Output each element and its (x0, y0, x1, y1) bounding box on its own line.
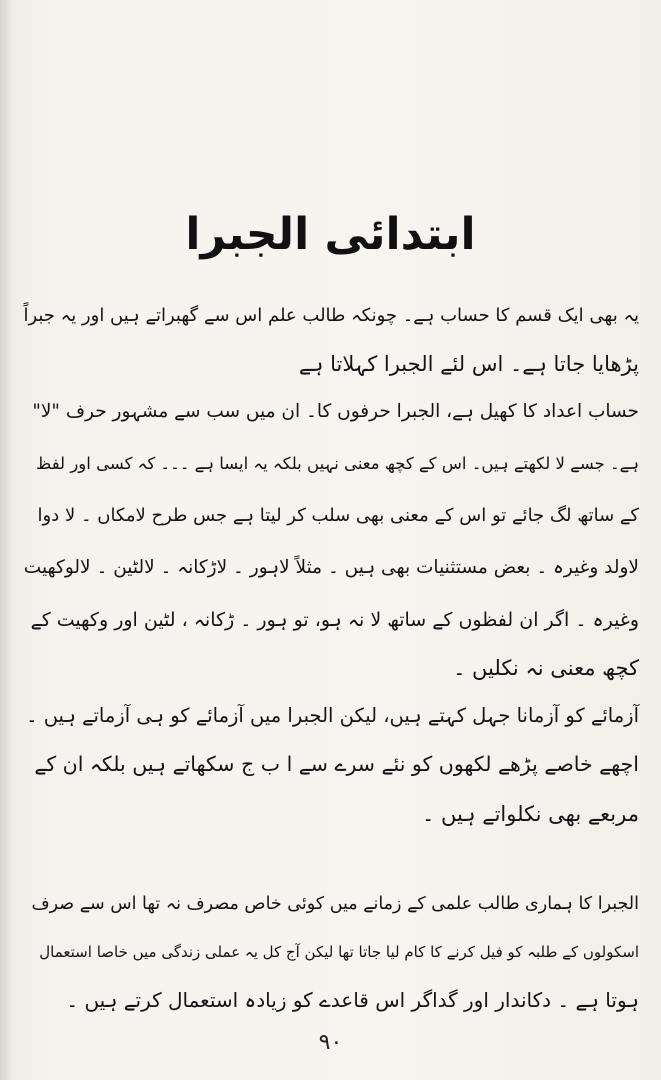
paragraph-4-line-3: ہوتا ہے ۔ دکاندار اور گداگر اس قاعدے کو زیادہ استعمال کرتے ہیں ۔ (66, 988, 639, 1012)
paragraph-2-line-1: حساب اعداد کا کھیل ہے، الجبرا حرفوں کا۔ ان میں سب سے مشہور حرف "لا" (32, 401, 639, 422)
paragraph-3-line-1: آزمائے کو آزمانا جہل کہتے ہیں، لیکن الجبرا میں آزمائے کو ہی آزماتے ہیں ۔ (26, 704, 639, 727)
paragraph-2-line-5: وغیرہ ۔ اگر ان لفظوں کے ساتھ لا نہ ہو، تو ہور ۔ ڑکانہ ، لٹین اور وکھیت کے (30, 609, 639, 631)
paragraph-4-line-2: اسکولوں کے طلبہ کو فیل کرنے کا کام لیا جاتا تھا لیکن آج کل یہ عملی زندگی میں خاصا استعمال (39, 943, 639, 961)
paragraph-4-line-1: الجبرا کا ہماری طالب علمی کے زمانے میں کوئی خاص مصرف نہ تھا اس سے صرف (31, 894, 639, 914)
page-number: ۹۰ (318, 1030, 343, 1055)
spine-shadow (0, 0, 14, 1080)
chapter-title: ابتدائی الجبرا (185, 209, 476, 260)
paragraph-2-line-6: کچھ معنی نہ نکلیں ۔ (453, 656, 639, 680)
paragraph-3-line-2: اچھے خاصے پڑھے لکھوں کو نئے سرے سے ا ب ج سکھاتے ہیں بلکہ ان کے (34, 752, 639, 776)
paragraph-1-line-2: پڑھایا جاتا ہے۔ اس لئے الجبرا کہلاتا ہے (298, 352, 639, 376)
paragraph-2-line-4: لاولد وغیرہ ۔ بعض مستثنیات بھی ہیں ۔ مثلاً لاہور ۔ لاڑکانہ ۔ لالٹین ۔ لالوکھیت (23, 557, 639, 578)
paragraph-2-line-2: ہے۔ جسے لا لکھتے ہیں۔ اس کے کچھ معنی نہیں بلکہ یہ ایسا ہے ۔۔۔ کہ کسی اور لفظ (36, 454, 639, 473)
paragraph-3-line-3: مربعے بھی نکلواتے ہیں ۔ (421, 802, 639, 826)
paragraph-1-line-1: یہ بھی ایک قسم کا حساب ہے۔ چونکہ طالب علم اس سے گھبراتے ہیں اور یہ جبراً (23, 305, 639, 326)
paragraph-2-line-3: کے ساتھ لگ جائے تو اس کے معنی بھی سلب کر لیتا ہے جس طرح لامکاں ۔ لا دوا (37, 505, 639, 526)
